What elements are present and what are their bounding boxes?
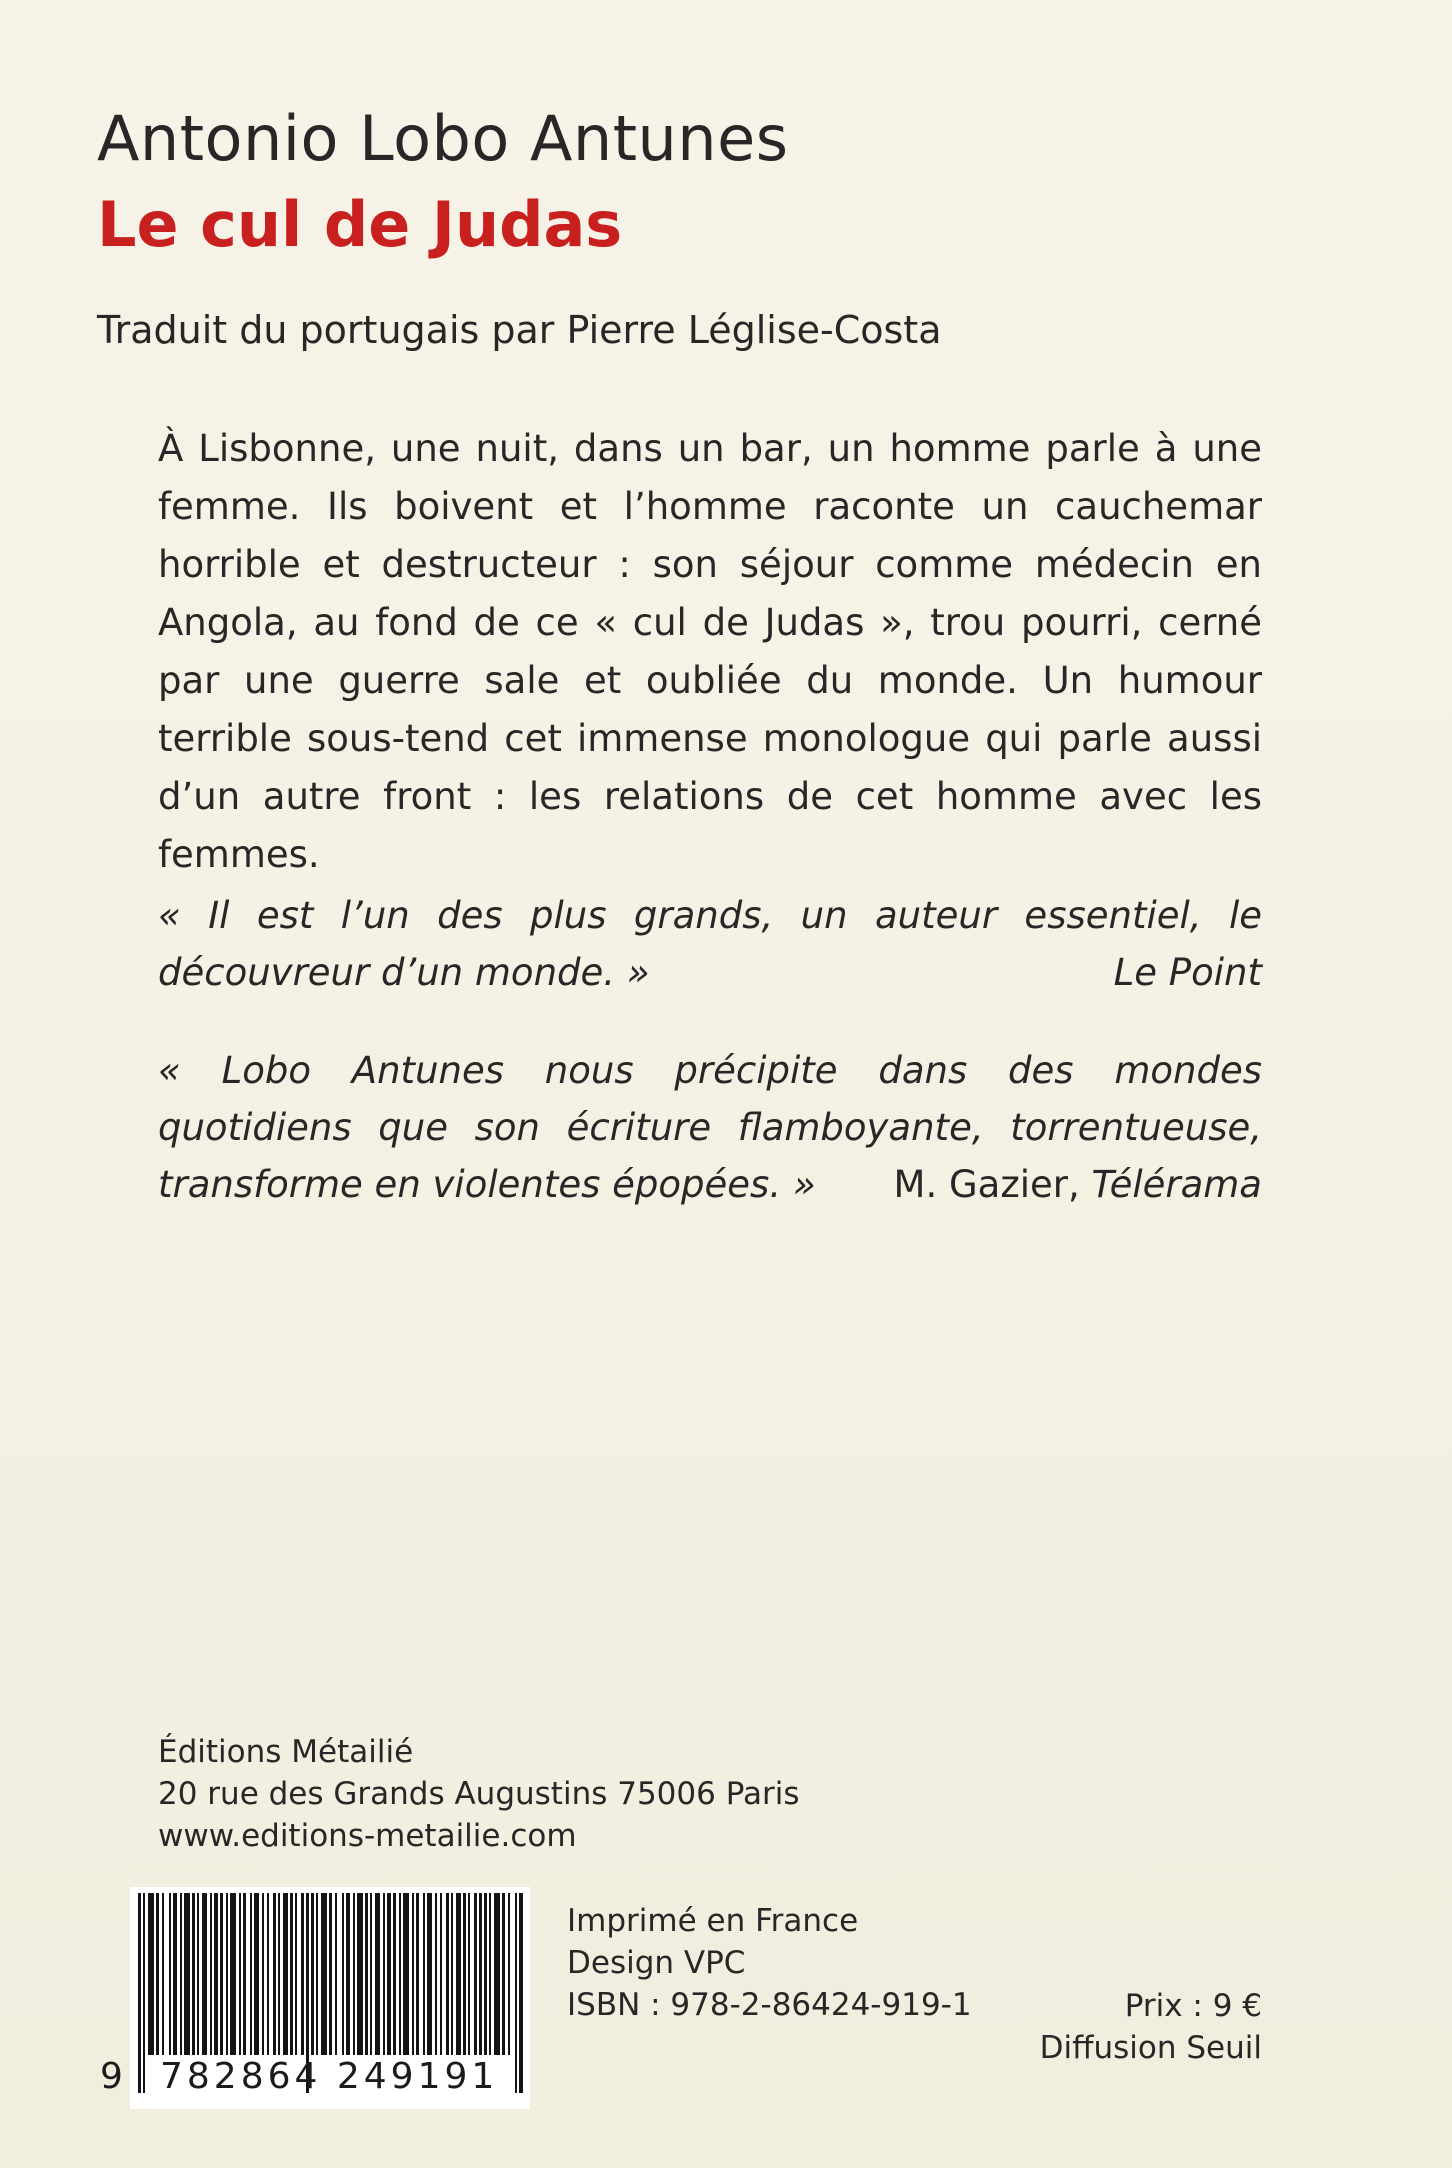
barcode-bar xyxy=(180,1893,182,2055)
barcode-bar xyxy=(375,1893,380,2055)
barcode-bar xyxy=(435,1893,437,2055)
barcode-bar xyxy=(353,1893,355,2055)
barcode-bar xyxy=(295,1893,297,2055)
barcode-bar xyxy=(365,1893,368,2055)
quote-source-author: M. Gazier, xyxy=(893,1163,1092,1206)
barcode-bar xyxy=(393,1893,396,2055)
barcode-bar xyxy=(399,1893,401,2055)
barcode-bar xyxy=(301,1893,304,2055)
barcode-bar xyxy=(239,1893,241,2055)
barcode-bar xyxy=(273,1893,276,2055)
barcode-bar xyxy=(210,1893,212,2055)
quote-source-publication: Télérama xyxy=(1091,1163,1262,1206)
quote-source xyxy=(894,1156,1262,1213)
quote-text: « Il est l’un des plus grands, un auteur essentiel, le découvreur d’un monde. » xyxy=(158,894,1262,994)
barcode-bar xyxy=(148,1893,154,2055)
review-quote-2 xyxy=(158,1042,1262,1213)
barcode-bar xyxy=(440,1893,442,2055)
design-credit: Design VPC xyxy=(567,1945,746,1981)
book-title: Le cul de Judas xyxy=(97,188,623,261)
barcode-bar xyxy=(230,1893,236,2055)
barcode-bar xyxy=(342,1893,344,2055)
barcode-bar xyxy=(162,1893,164,2055)
translator-credit: Traduit du portugais par Pierre Léglise-Costa xyxy=(97,308,942,352)
barcode-bar xyxy=(403,1893,409,2055)
barcode-bar xyxy=(451,1893,453,2055)
barcode-bar xyxy=(254,1893,259,2055)
barcode-bar xyxy=(387,1893,391,2055)
barcode-bar xyxy=(278,1893,280,2055)
barcode-bar xyxy=(290,1893,293,2055)
barcode-bar xyxy=(226,1893,228,2055)
isbn: ISBN : 978-2-86424-919-1 xyxy=(567,1987,972,2023)
barcode-bar xyxy=(456,1893,461,2055)
barcode-bar xyxy=(311,1893,314,2055)
author-name: Antonio Lobo Antunes xyxy=(97,102,789,175)
publisher-address: 20 rue des Grands Augustins 75006 Paris xyxy=(158,1776,800,1812)
barcode-bar xyxy=(515,1893,517,2093)
barcode-bar xyxy=(173,1893,177,2055)
barcode-bar xyxy=(316,1893,318,2055)
barcode-bar xyxy=(143,1893,145,2093)
barcode-bar xyxy=(412,1893,414,2055)
barcode-bar xyxy=(250,1893,252,2055)
barcode-first-digit: 9 xyxy=(100,2056,123,2097)
distribution: Diffusion Seuil xyxy=(1039,2030,1262,2066)
price-block xyxy=(1040,1985,1262,2069)
publisher-name: Éditions Métailié xyxy=(158,1734,414,1770)
barcode-bar xyxy=(463,1893,466,2055)
quote-source-publication: Le Point xyxy=(1113,951,1262,994)
barcode-bar xyxy=(446,1893,449,2055)
barcode-bar xyxy=(267,1893,269,2055)
barcode-bar xyxy=(479,1893,482,2055)
barcode-bar xyxy=(192,1893,195,2055)
barcode-bar xyxy=(321,1893,327,2055)
barcode-bar xyxy=(329,1893,332,2055)
barcode-bar xyxy=(346,1893,350,2055)
printed-in: Imprimé en France xyxy=(567,1903,859,1939)
quote-source xyxy=(1114,944,1262,1001)
barcode-bar xyxy=(214,1893,218,2055)
publisher-website[interactable]: www.editions-metailie.com xyxy=(158,1818,577,1854)
barcode-bar xyxy=(484,1893,487,2055)
barcode-bar xyxy=(335,1893,337,2055)
barcode-bar xyxy=(262,1893,264,2055)
barcode-bar xyxy=(283,1893,288,2055)
barcode-bar xyxy=(416,1893,419,2055)
barcode-bar xyxy=(197,1893,199,2055)
price: Prix : 9 € xyxy=(1124,1988,1262,2024)
barcode-bar xyxy=(220,1893,223,2055)
barcode-bar xyxy=(494,1893,500,2055)
review-quote-1 xyxy=(158,887,1262,1001)
publisher-block xyxy=(158,1731,800,1857)
barcode-bar xyxy=(184,1893,190,2055)
barcode-digits: 782864 249191 xyxy=(160,2056,499,2097)
barcode-bar xyxy=(357,1893,363,2055)
barcode-bar xyxy=(474,1893,477,2055)
barcode-bar xyxy=(468,1893,470,2055)
barcode-bar xyxy=(243,1893,246,2055)
quote-text: « Lobo Antunes nous précipite dans des mondes quotidiens que son écriture flamboyante, torrentueuse, transforme en violentes épopées. » xyxy=(158,1049,1262,1206)
barcode-bar xyxy=(502,1893,505,2055)
barcode-bar xyxy=(169,1893,171,2055)
synopsis-text: À Lisbonne, une nuit, dans un bar, un homme parle à une femme. Ils boivent et l’homme raconte un cauchemar horrible et destructeur : son séjour comme médecin en Angola, au fond de ce « cul de Judas », trou pourri, cerné par une guerre sale et oubliée du monde. Un humour terrible sous-tend cet immense monologue qui parle aussi d’un autre front : les relations de cet homme avec les femmes. xyxy=(158,427,1262,876)
print-info-block xyxy=(567,1900,972,2026)
barcode-bar xyxy=(427,1893,432,2055)
barcode-bar xyxy=(138,1893,141,2093)
barcode-bar xyxy=(508,1893,510,2055)
barcode-bar xyxy=(423,1893,425,2055)
barcode-bar xyxy=(156,1893,159,2055)
barcode-bar xyxy=(489,1893,491,2055)
barcode-bar xyxy=(202,1893,207,2055)
barcode-bar xyxy=(370,1893,372,2055)
barcode-bar xyxy=(519,1893,523,2093)
barcode-bar xyxy=(383,1893,385,2055)
